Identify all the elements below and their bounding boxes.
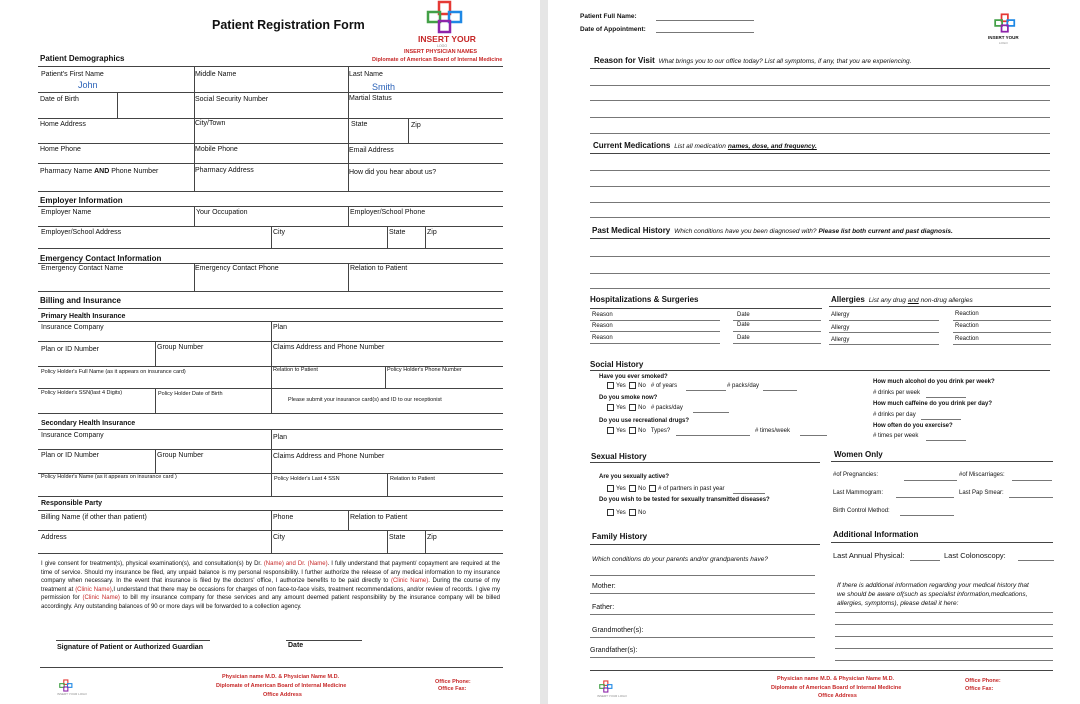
secondary-group-label: Group Number <box>157 452 204 459</box>
birth-control-label: Birth Control Method: <box>833 508 890 514</box>
reaction-3: Reaction <box>955 336 979 342</box>
consent-clinic-name-2: (Clinic Name) <box>75 586 112 593</box>
additional-prompt-line-2: we should be aware of(such as specialist information,medications, <box>837 591 1028 598</box>
drugs-no-label: No <box>638 428 646 435</box>
smoked-yes-checkbox[interactable] <box>607 382 614 389</box>
packs-day-label-2: # packs/day <box>650 405 683 412</box>
consent-part-1: I give consent for treatment(s), physical examination(s), and consultation(s) by Dr. <box>41 561 262 567</box>
hear-about-label: How did you hear about us? <box>349 169 437 176</box>
partners-label: # of partners in past year <box>658 486 725 493</box>
page2-footer-logo-text: INSERT YOUR LOGO <box>597 694 627 698</box>
logo-text: INSERT YOUR <box>418 34 476 44</box>
drugs-options <box>607 427 670 434</box>
sexually-active-question: Are you sexually active? <box>599 474 670 480</box>
group-number-label: Group Number <box>157 344 204 351</box>
annual-physical-label: Last Annual Physical: <box>833 551 905 560</box>
consent-doctor-names: (Name) and Dr. (Name) <box>263 561 328 567</box>
signature-label: Signature of Patient or Authorized Guardian <box>57 644 203 651</box>
types-label: Types? <box>650 428 671 435</box>
smoke-now-no-checkbox[interactable] <box>629 404 636 411</box>
family-prompt: Which conditions do your parents and/or grandparents have? <box>592 556 768 563</box>
tested-no-checkbox[interactable] <box>629 509 636 516</box>
hosp-date-2: Date <box>737 322 750 328</box>
smoke-now-yes-label: Yes <box>616 405 626 412</box>
state-label: State <box>351 121 368 128</box>
smoked-yes-label: Yes <box>616 383 626 390</box>
smoke-now-options <box>607 404 683 411</box>
page2-logo-subtext: LOGO <box>999 41 1008 45</box>
plan-id-label: Plan or ID Number <box>41 346 99 353</box>
consent-part-2: . I fully understand that payment/ copayment are required at the time of service. Should my insurance be filed, any unpaid balance is my personal responsibility. I further authorize the release of any medical information to my insurance company when necessary. In the event that insurance is filed by the doctors' office, I authorize benefits to be paid directly to <box>41 561 501 585</box>
emergency-relation-label: Relation to Patient <box>350 265 408 272</box>
page2-footer-diplomate: Diplomate of American Board of Internal Medicine <box>771 685 902 691</box>
employer-phone-label: Employer/School Phone <box>350 209 426 216</box>
footer-office-address: Office Address <box>263 692 302 698</box>
sexually-active-options <box>607 485 725 492</box>
smoked-no-label: No <box>638 383 646 390</box>
sexual-heading: Sexual History <box>591 452 647 461</box>
mobile-phone-label: Mobile Phone <box>195 146 238 153</box>
emergency-phone-label: Emergency Contact Phone <box>195 265 279 272</box>
allergies-prompt-a: List any drug <box>868 297 906 304</box>
responsible-relation-label: Relation to Patient <box>350 514 408 521</box>
std-test-options <box>607 509 646 516</box>
hosp-date-1: Date <box>737 312 750 318</box>
history-prompt-a: Which conditions have you been diagnosed with? <box>674 228 817 235</box>
tested-yes-label: Yes <box>616 510 626 517</box>
social-heading: Social History <box>590 360 644 369</box>
page2-footer-office-address: Office Address <box>818 693 857 699</box>
additional-prompt-line-1: If there is additional information regarding your medical history that <box>837 582 1029 589</box>
allergy-3: Allergy <box>831 337 850 343</box>
additional-heading: Additional Information <box>833 530 919 539</box>
packs-day-label: # packs/day <box>727 383 760 389</box>
allergies-section <box>831 295 973 304</box>
medications-section <box>593 141 817 150</box>
reason-prompt: What brings you to our office today? List all symptoms, if any, that you are experiencing. <box>658 58 912 65</box>
caffeine-question: How much caffeine do you drink per day? <box>873 401 993 407</box>
consent-part-5: to bill my insurance company for these services and any amount deemed patient responsibility by the insurance company will be billed accordingly. Any outstanding balances of 90 or more days will be forwarded to a collection agency. <box>41 595 501 610</box>
active-yes-checkbox[interactable] <box>607 485 614 492</box>
date-label: Date <box>288 642 304 649</box>
hosp-reason-1: Reason <box>592 312 613 318</box>
full-name-label: Patient Full Name: <box>580 13 637 20</box>
employer-address-label: Employer/School Address <box>41 229 122 236</box>
insurance-company-label: Insurance Company <box>41 324 104 331</box>
smoked-no-checkbox[interactable] <box>629 382 636 389</box>
grandmother-label: Grandmother(s): <box>592 627 644 634</box>
pharmacy-name-label-a: Pharmacy Name <box>40 168 93 175</box>
holder-name-label: Policy Holder's Full Name (as it appears on insurance card) <box>41 369 186 375</box>
medications-prompt-a: List all medication <box>674 143 726 150</box>
drugs-question: Do you use recreational drugs? <box>599 418 690 424</box>
history-prompt-b: Please list both current and past diagnosis. <box>818 228 953 235</box>
appointment-label: Date of Appointment: <box>580 26 646 33</box>
responsible-phone-label: Phone <box>273 514 294 521</box>
allergy-1: Allergy <box>831 312 850 318</box>
std-test-question: Do you wish to be tested for sexually transmitted diseases? <box>599 497 770 503</box>
active-no-checkbox[interactable] <box>629 485 636 492</box>
logo-subtext: LOGO <box>437 44 448 48</box>
footer-logo-text: INSERT YOUR LOGO <box>57 692 87 696</box>
family-heading: Family History <box>592 532 648 541</box>
pharmacy-name-label-b: Phone Number <box>111 168 159 175</box>
miscarriages-label: #of Miscarriages: <box>959 472 1005 478</box>
consent-part-4: ,I understand that there may be occasions for charges of non face-to-face visits, treatment recommendations, and/or review of records. I give my permission for <box>41 586 501 602</box>
employer-name-label: Employer Name <box>41 209 92 216</box>
holder-relation-label: Relation to Patient <box>273 367 318 373</box>
demographics-heading: Patient Demographics <box>40 54 125 63</box>
page2-footer-office-fax: Office Fax: <box>965 686 994 692</box>
pharmacy-address-label: Pharmacy Address <box>195 167 254 174</box>
consent-clinic-name-1: (Clinic Name) <box>390 578 429 585</box>
emergency-name-label: Emergency Contact Name <box>41 265 124 272</box>
page-title: Patient Registration Form <box>212 18 365 32</box>
claims-address-label: Claims Address and Phone Number <box>273 344 385 351</box>
responsible-city-label: City <box>273 534 286 541</box>
dob-label: Date of Birth <box>40 96 79 103</box>
hosp-reason-3: Reason <box>592 335 613 341</box>
diplomate-text: Diplomate of American Board of Internal Medicine <box>372 57 503 63</box>
page2-footer-cross-icon <box>599 680 613 693</box>
times-week-label: # times/week <box>755 428 791 434</box>
first-name-label: Patient's First Name <box>41 71 104 78</box>
women-heading: Women Only <box>834 450 883 459</box>
reason-heading: Reason for Visit <box>594 56 655 65</box>
footer-office-fax: Office Fax: <box>438 686 467 692</box>
reaction-2: Reaction <box>955 323 979 329</box>
medical-cross-icon <box>426 0 464 34</box>
secondary-company-label: Insurance Company <box>41 432 104 439</box>
smoke-now-no-label: No <box>638 405 646 412</box>
smoked-options <box>607 382 677 389</box>
city-town-label: City/Town <box>195 120 226 127</box>
billing-name-label: Billing Name (if other than patient) <box>41 514 147 521</box>
smoke-now-question: Do you smoke now? <box>599 395 658 401</box>
secondary-plan-id-label: Plan or ID Number <box>41 452 99 459</box>
history-section <box>592 226 953 235</box>
pregnancies-label: #of Pregnancies: <box>833 472 879 478</box>
drugs-yes-label: Yes <box>616 428 626 435</box>
secondary-claims-label: Claims Address and Phone Number <box>273 453 385 460</box>
first-name-field[interactable]: John <box>78 80 98 90</box>
secondary-relation-label: Relation to Patient <box>390 476 435 482</box>
allergy-2: Allergy <box>831 325 850 331</box>
employer-state-label: State <box>389 229 406 236</box>
page2-cross-icon <box>994 13 1016 33</box>
responsible-address-label: Address <box>41 534 67 541</box>
years-label: # of years <box>650 383 678 390</box>
drinks-week-label: # drinks per week <box>873 390 921 396</box>
physician-names: INSERT PHYSICIAN NAMES <box>404 49 478 55</box>
holder-dob-label: Policy Holder Date of Birth <box>158 391 223 397</box>
employer-city-label: City <box>273 229 286 236</box>
submit-card-note: Please submit your insurance card(s) and ID to our receptionist <box>288 397 442 403</box>
employer-heading: Employer Information <box>40 196 123 205</box>
consent-paragraph <box>41 560 500 612</box>
primary-insurance-heading: Primary Health Insurance <box>41 313 126 320</box>
history-heading: Past Medical History <box>592 226 671 235</box>
tested-yes-checkbox[interactable] <box>607 509 614 516</box>
page2-footer-office-phone: Office Phone: <box>965 678 1001 684</box>
footer-diplomate: Diplomate of American Board of Internal Medicine <box>216 683 347 689</box>
last-name-field[interactable]: Smith <box>372 82 396 92</box>
middle-name-label: Middle Name <box>195 71 237 78</box>
employer-zip-label: Zip <box>427 229 437 236</box>
footer-physicians: Physician name M.D. & Physician Name M.D. <box>222 674 340 680</box>
home-address-label: Home Address <box>40 121 86 128</box>
ssn-label: Social Security Number <box>195 96 269 103</box>
active-yes-label: Yes <box>616 486 626 493</box>
home-phone-label: Home Phone <box>40 146 81 153</box>
holder-phone-label: Policy Holder's Phone Number <box>387 367 462 373</box>
reason-section <box>594 56 911 65</box>
additional-prompt-line-3: allergies, symptoms), please detail it here: <box>837 600 959 607</box>
secondary-holder-name-label: Policy Holder's Name (as it appears on insurance card ) <box>41 474 177 480</box>
hosp-date-3: Date <box>737 335 750 341</box>
emergency-heading: Emergency Contact Information <box>40 254 162 263</box>
marital-label: Martial Status <box>349 95 392 102</box>
pap-smear-label: Last Pap Smear: <box>959 490 1004 496</box>
responsible-heading: Responsible Party <box>41 500 103 507</box>
pharmacy-name-label <box>40 168 158 175</box>
allergies-prompt-and: and <box>907 297 919 304</box>
pharmacy-name-label-and: AND <box>94 168 110 175</box>
drugs-no-checkbox[interactable] <box>629 427 636 434</box>
reaction-1: Reaction <box>955 311 979 317</box>
tested-no-label: No <box>638 510 646 517</box>
partners-checkbox[interactable] <box>649 485 656 492</box>
occupation-label: Your Occupation <box>196 209 248 216</box>
zip-label: Zip <box>411 122 421 129</box>
hosp-reason-2: Reason <box>592 323 613 329</box>
responsible-state-label: State <box>389 534 406 541</box>
allergies-heading: Allergies <box>831 295 865 304</box>
medical-history-page <box>548 0 1080 704</box>
allergies-prompt-b: non-drug allergies <box>920 297 973 304</box>
grandfather-label: Grandfather(s): <box>590 647 638 654</box>
smoked-question: Have you ever smoked? <box>599 374 668 380</box>
consent-clinic-name-3: (Clinic Name) <box>82 595 120 602</box>
medications-prompt-b: names, dose, and frequency. <box>727 143 817 150</box>
consent-part-3: . During the course of my treatment at <box>41 578 501 593</box>
mother-label: Mother: <box>592 583 616 590</box>
exercise-question: How often do you exercise? <box>873 423 953 429</box>
active-no-label: No <box>638 486 646 493</box>
email-label: Email Address <box>349 147 394 154</box>
footer-cross-icon <box>59 679 73 692</box>
mammogram-label: Last Mammogram: <box>833 490 884 496</box>
hospitalizations-heading: Hospitalizations & Surgeries <box>590 295 699 304</box>
billing-heading: Billing and Insurance <box>40 296 121 305</box>
page-gap <box>540 0 548 704</box>
father-label: Father: <box>592 604 615 611</box>
medications-heading: Current Medications <box>593 141 671 150</box>
secondary-insurance-heading: Secondary Health Insurance <box>41 420 136 427</box>
page2-logo-text: INSERT YOUR <box>988 35 1019 40</box>
secondary-holder-ssn-label: Policy Holder's Last 4 SSN <box>274 476 340 482</box>
drugs-yes-checkbox[interactable] <box>607 427 614 434</box>
responsible-zip-label: Zip <box>427 534 437 541</box>
colonoscopy-label: Last Colonoscopy: <box>944 551 1006 560</box>
alcohol-question: How much alcohol do you drink per week? <box>873 379 995 385</box>
drinks-day-label: # drinks per day <box>873 412 916 418</box>
holder-ssn-label: Policy Holder's SSN(last 4 Digits) <box>41 390 123 396</box>
last-name-label: Last Name <box>349 71 383 78</box>
page2-footer-physicians: Physician name M.D. & Physician Name M.D. <box>777 676 895 682</box>
footer-office-phone: Office Phone: <box>435 679 471 685</box>
times-per-week-label: # times per week <box>873 433 919 439</box>
secondary-plan-label: Plan <box>273 434 288 441</box>
plan-label: Plan <box>273 324 288 331</box>
smoke-now-yes-checkbox[interactable] <box>607 404 614 411</box>
